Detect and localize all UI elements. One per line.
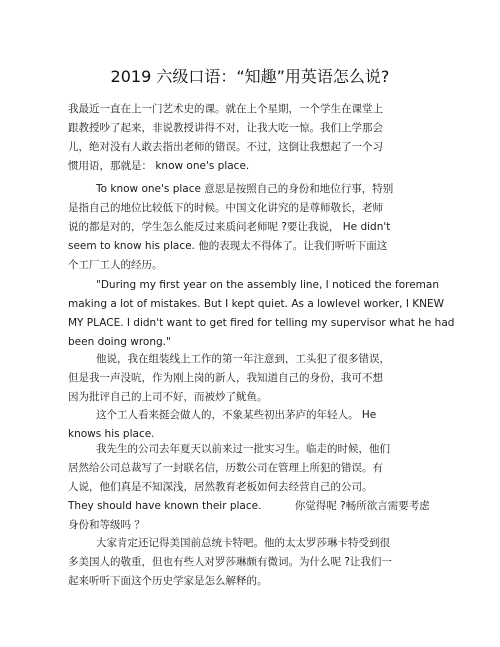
paragraph-line: 大家肯定还记得美国前总统卡特吧。他的太太罗莎琳卡特受到很 — [96, 537, 390, 549]
paragraph-line: 是指自己的地位比较低下的时候。中国文化讲究的是尊师敬长，老师 — [68, 202, 383, 214]
document-title: 2019 六级口语：“知趣”用英语怎么说? — [110, 67, 390, 86]
paragraph-6 — [68, 440, 430, 535]
paragraph-line: 多美国人的敬重，但也有些人对罗莎琳颇有微词。为什么呢 ?让我们一 — [68, 556, 392, 568]
paragraph-line: been doing wrong." — [68, 336, 171, 348]
paragraph-line: MY PLACE. I didn't want to get fired for telling my supervisor what he had — [68, 317, 455, 329]
paragraph-line: To know one's place 意思是按照自己的身份和地位行事，特别 — [96, 183, 394, 195]
paragraph-line: 我先生的公司去年夏天以前来过一批实习生。临走的时候，他们 — [96, 443, 390, 455]
paragraph-line: 这个工人看来挺会做人的，不象某些初出茅庐的年轻人。 He — [96, 409, 377, 421]
paragraph-2 — [68, 180, 430, 275]
paragraph-1 — [68, 100, 430, 176]
paragraph-line: 但是我一声没吭，作为刚上岗的新人，我知道自己的身份，我可不想 — [68, 372, 383, 384]
paragraph-line: "During my first year on the assembly line, I noticed the foreman — [96, 279, 440, 291]
paragraph-line: 起来听听下面这个历史学家是怎么解释的。 — [68, 575, 268, 587]
paragraph-line: 人说，他们真是不知深浅，居然教育老板如何去经营自己的公司。 — [68, 481, 373, 493]
paragraph-line: 居然给公司总裁写了一封联名信，历数公司在管理上所犯的错误。有 — [68, 462, 383, 474]
paragraph-3 — [68, 276, 455, 352]
paragraph-line: making a lot of mistakes. But I kept quiet. As a lowlevel worker, I KNEW — [68, 298, 445, 310]
paragraph-line: 说的都是对的，学生怎么能反过来质问老师呢 ?要让我说， He didn't — [68, 221, 391, 233]
paragraph-line: 跟教授吵了起来，非说教授讲得不对，让我大吃一惊。我们上学那会 — [68, 122, 383, 134]
paragraph-line: 他说，我在组装线上工作的第一年注意到，工头犯了很多错误， — [96, 353, 390, 365]
paragraph-line: 身份和等级吗 ？ — [68, 519, 145, 531]
paragraph-4 — [68, 350, 430, 407]
paragraph-line: 我最近一直在上一门艺术史的课。就在上个星期，一个学生在课堂上 — [68, 103, 383, 115]
paragraph-7 — [68, 534, 430, 591]
paragraph-line: 惯用语，那就是： know one's place. — [68, 160, 250, 172]
paragraph-line: seem to know his place. 他的表现太不得体了。让我们听听下面这 — [68, 240, 388, 252]
paragraph-5 — [68, 406, 430, 444]
paragraph-line: 儿，绝对没有人敢去指出老师的错误。不过，这倒让我想起了一个习 — [68, 141, 383, 153]
paragraph-line: knows his place. — [68, 428, 155, 440]
paragraph-line: 因为批评自己的上司不好，而被炒了鱿鱼。 — [68, 391, 268, 403]
paragraph-line: 个工厂工人的经历。 — [68, 259, 163, 271]
paragraph-line: They should have known their place. 你觉得呢 ?畅所欲言需要考虑 — [68, 500, 430, 512]
